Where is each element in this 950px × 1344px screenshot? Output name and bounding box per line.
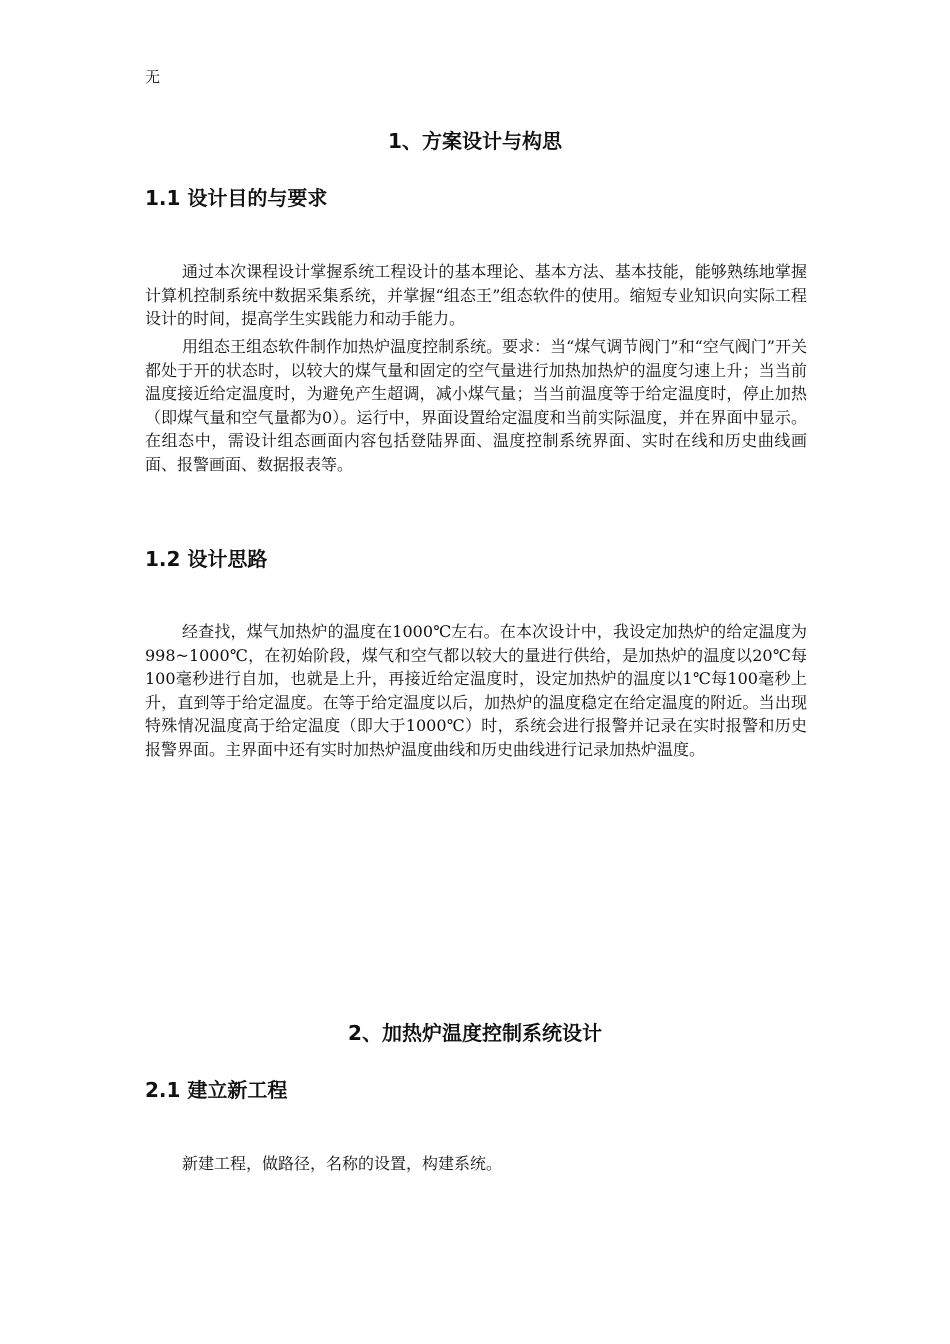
chapter-1-title: 1、方案设计与构思 [388, 129, 562, 153]
page-header: 无 [145, 68, 161, 86]
section-1-1-title: 1.1 设计目的与要求 [145, 186, 328, 210]
chapter-2-title: 2、加热炉温度控制系统设计 [348, 1021, 602, 1045]
section-2-1-paragraph-1: 新建工程，做路径，名称的设置，构建系统。 [182, 1154, 503, 1173]
section-1-2-title: 1.2 设计思路 [145, 547, 268, 571]
section-1-1-paragraph-2: 用组态王组态软件制作加热炉温度控制系统。要求：当“煤气调节阀门”和“空气阀门”开关都处于开的状态时，以较大的煤气量和固定的空气量进行加热加热炉的温度匀速上升；当当前温度接近给定温度时，为避免产生超调，减小煤气量；当当前温度等于给定温度时，停止加热（即煤气量和空气量都为0）。运行中，界面设置给定温度和当前实际温度，并在界面中显示。在组态中，需设计组态画面内容包括登陆界面、温度控制系统界面、实时在线和历史曲线画面、报警画面、数据报表等。 [145, 337, 807, 474]
section-1-2-paragraph-1: 经查找，煤气加热炉的温度在1000℃左右。在本次设计中，我设定加热炉的给定温度为998~1000℃，在初始阶段，煤气和空气都以较大的量进行供给，是加热炉的温度以20℃每100毫秒进行自加，也就是上升，再接近给定温度时，设定加热炉的温度以1℃每100毫秒上升，直到等于给定温度。在等于给定温度以后，加热炉的温度稳定在给定温度的附近。当出现特殊情况温度高于给定温度（即大于1000℃）时，系统会进行报警并记录在实时报警和历史报警界面。主界面中还有实时加热炉温度曲线和历史曲线进行记录加热炉温度。 [145, 622, 807, 759]
section-1-1-paragraph-1: 通过本次课程设计掌握系统工程设计的基本理论、基本方法、基本技能，能够熟练地掌握计算机控制系统中数据采集系统，并掌握“组态王”组态软件的使用。缩短专业知识向实际工程设计的时间，提高学生实践能力和动手能力。 [145, 262, 807, 329]
section-2-1-title: 2.1 建立新工程 [145, 1078, 288, 1102]
